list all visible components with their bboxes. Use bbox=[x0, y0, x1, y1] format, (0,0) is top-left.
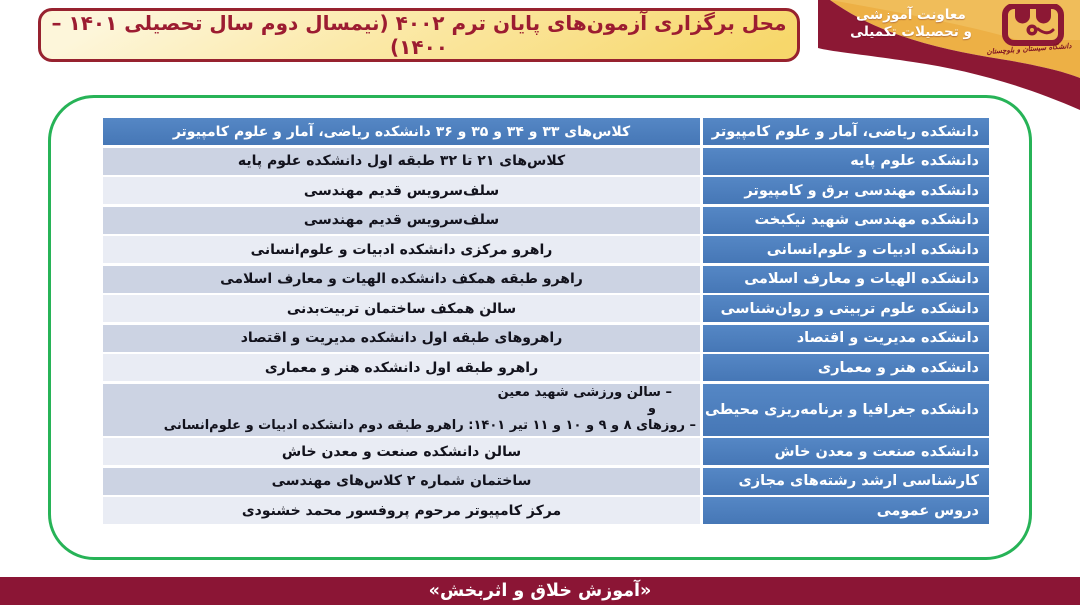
table-row bbox=[103, 236, 989, 263]
faculty-cell: دانشکده الهیات و معارف اسلامی bbox=[703, 266, 989, 293]
table-row bbox=[103, 148, 989, 175]
footer-slogan: «آموزش خلاق و اثربخش» bbox=[428, 581, 652, 601]
location-cell: راهرو طبقه اول دانشکده هنر و معماری bbox=[103, 354, 700, 381]
location-cell: کلاس‌های ۲۱ تا ۳۲ طبقه اول دانشکده علوم پایه bbox=[103, 148, 700, 175]
location-cell: سالن همکف ساختمان تربیت‌بدنی bbox=[103, 295, 700, 322]
university-name: دانشگاه سیستان و بلوچستان bbox=[986, 42, 1072, 56]
table-row bbox=[103, 207, 989, 234]
table-row bbox=[103, 438, 989, 465]
faculty-cell: دانشکده صنعت و معدن خاش bbox=[703, 438, 989, 465]
location-line: – روزهای ۸ و ۹ و ۱۰ و ۱۱ تیر ۱۴۰۱: راهرو طبقه دوم دانشکده ادبیات و علوم‌انسانی bbox=[163, 417, 696, 433]
location-cell: سلف‌سرویس قدیم مهندسی bbox=[103, 207, 700, 234]
faculty-cell: دانشکده ریاضی، آمار و علوم کامپیوتر bbox=[703, 118, 989, 145]
location-cell: راهرو طبقه همکف دانشکده الهیات و معارف اسلامی bbox=[103, 266, 700, 293]
faculty-cell: دانشکده علوم تربیتی و روان‌شناسی bbox=[703, 295, 989, 322]
location-cell: کلاس‌های ۳۳ و ۳۴ و ۳۵ و ۳۶ دانشکده ریاضی، آمار و علوم کامپیوتر bbox=[103, 118, 700, 145]
faculty-cell: دانشکده علوم پایه bbox=[703, 148, 989, 175]
department-line2: و تحصیلات تکمیلی bbox=[850, 24, 972, 40]
header-banner bbox=[38, 8, 800, 62]
location-cell: راهرو مرکزی دانشکده ادبیات و علوم‌انسانی bbox=[103, 236, 700, 263]
location-cell: راهروهای طبقه اول دانشکده مدیریت و اقتصاد bbox=[103, 325, 700, 352]
faculty-cell: دروس عمومی bbox=[703, 497, 989, 524]
faculty-cell: دانشکده مهندسی شهید نیکبخت bbox=[703, 207, 989, 234]
department-title bbox=[840, 7, 982, 41]
table-row bbox=[103, 468, 989, 495]
table-row bbox=[103, 354, 989, 381]
location-cell: سلف‌سرویس قدیم مهندسی bbox=[103, 177, 700, 204]
location-line: – سالن ورزشی شهید معین bbox=[497, 384, 672, 400]
location-cell: مرکز کامپیوتر مرحوم پروفسور محمد خشنودی bbox=[103, 497, 700, 524]
table-row bbox=[103, 325, 989, 352]
location-cell: سالن دانشکده صنعت و معدن خاش bbox=[103, 438, 700, 465]
department-line1: معاونت آموزشی bbox=[856, 7, 966, 23]
footer-bar bbox=[0, 577, 1080, 605]
location-cell bbox=[103, 384, 700, 436]
faculty-cell: دانشکده هنر و معماری bbox=[703, 354, 989, 381]
faculty-cell: کارشناسی ارشد رشته‌های مجازی bbox=[703, 468, 989, 495]
table-row bbox=[103, 177, 989, 204]
table-row bbox=[103, 497, 989, 524]
table-row bbox=[103, 295, 989, 322]
table-row bbox=[103, 118, 989, 145]
faculty-cell: دانشکده ادبیات و علوم‌انسانی bbox=[703, 236, 989, 263]
table-row bbox=[103, 384, 989, 436]
location-cell: ساختمان شماره ۲ کلاس‌های مهندسی bbox=[103, 468, 700, 495]
faculty-cell: دانشکده جغرافیا و برنامه‌ریزی محیطی bbox=[703, 384, 989, 436]
page-title: محل برگزاری آزمون‌های پایان ترم ۴۰۰۲ (نیمسال دوم سال تحصیلی ۱۴۰۱ – ۱۴۰۰) bbox=[51, 11, 787, 59]
location-line: و bbox=[647, 401, 656, 417]
exam-table bbox=[103, 118, 989, 527]
faculty-cell: دانشکده مهندسی برق و کامپیوتر bbox=[703, 177, 989, 204]
faculty-cell: دانشکده مدیریت و اقتصاد bbox=[703, 325, 989, 352]
university-book-emblem-icon bbox=[1002, 4, 1064, 46]
table-row bbox=[103, 266, 989, 293]
